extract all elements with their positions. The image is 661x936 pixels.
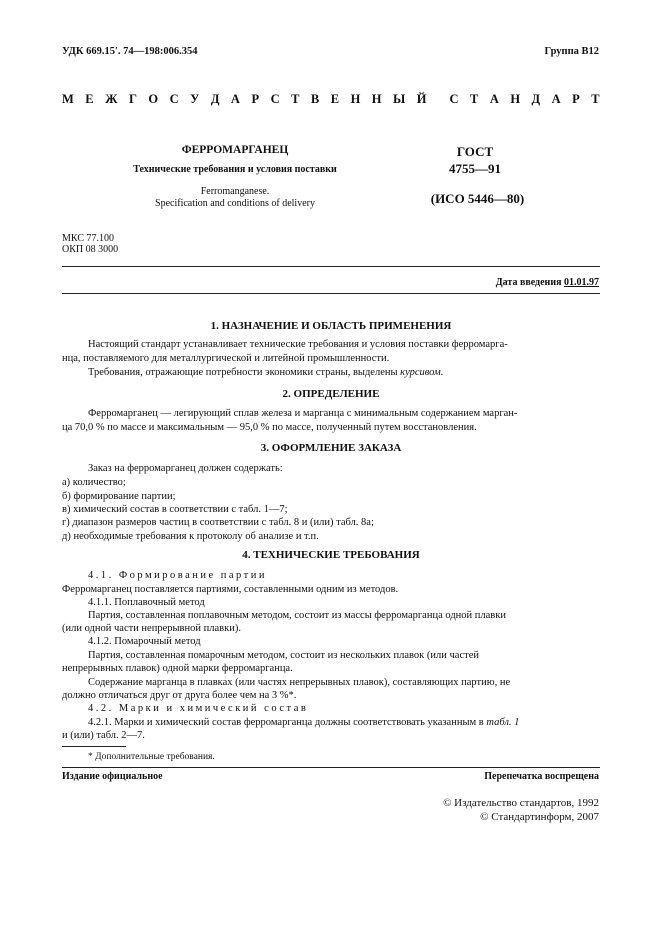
footnote-rule	[62, 746, 126, 747]
reprint-notice: Перепечатка воспрещена	[484, 771, 599, 782]
banner-letter: А	[230, 92, 240, 106]
english-title	[110, 186, 360, 210]
iso-reference: (ИСО 5446—80)	[430, 191, 525, 206]
banner-letter: У	[190, 92, 200, 106]
banner-letter: Н	[371, 92, 382, 106]
paragraph-line: Содержание марганца в плавках (или частях непрерывных плавок), составляющих партию, не	[88, 677, 511, 688]
divider	[62, 266, 600, 267]
banner-letter: Ы	[393, 92, 406, 106]
text-span: Требования, отражающие потребности экономики страны, выделены	[88, 367, 401, 378]
paragraph-line: и (или) табл. 2—7.	[62, 730, 145, 741]
section-title: 4. ТЕХНИЧЕСКИЕ ТРЕБОВАНИЯ	[242, 549, 420, 561]
list-item: в) химический состав в соответствии с табл. 1—7;	[62, 504, 288, 515]
banner-letter: А	[489, 92, 499, 106]
paragraph-line	[88, 366, 443, 380]
okp-code: ОКП 08 3000	[62, 244, 119, 255]
subsection-heading: 4.1.2. Помарочный метод	[88, 636, 201, 647]
banner-letter: Н	[350, 92, 361, 106]
banner-letter: Д	[531, 92, 541, 106]
banner-letter: Г	[128, 92, 137, 106]
paragraph-line: непрерывных плавок) одной марки ферромарганца.	[62, 663, 293, 674]
list-item: д) необходимые требования к протоколу об анализе и т.п.	[62, 531, 319, 542]
paragraph-line: Партия, составленная поплавочным методом, состоит из массы ферромарганца одной плавки	[88, 610, 506, 621]
banner-letter: Т	[469, 92, 479, 106]
copyright-line: © Стандартинформ, 2007	[480, 811, 599, 823]
paragraph-line: ца 70,0 % по массе и максимальным — 95,0 % по массе, полученный путем восстановления.	[62, 422, 477, 433]
paragraph-line: Настоящий стандарт устанавливает технические требования и условия поставки ферромарга-	[88, 339, 508, 350]
text-span: 4.2.1. Марки и химический состав ферромарганца должны соответствовать указанным в	[88, 717, 487, 728]
section-title: 1. НАЗНАЧЕНИЕ И ОБЛАСТЬ ПРИМЕНЕНИЯ	[210, 320, 452, 332]
paragraph-line	[88, 716, 519, 730]
date-value: 01.01.97	[564, 277, 599, 288]
udk-code: УДК 669.15′. 74—198:006.354	[62, 46, 198, 57]
divider	[62, 293, 600, 294]
footnote: * Дополнительные требования.	[88, 752, 215, 762]
banner-letter: С	[449, 92, 459, 106]
banner-letter: Т	[291, 92, 300, 106]
effective-date	[496, 277, 599, 288]
banner-letter: С	[270, 92, 280, 106]
paragraph-line: Партия, составленная помарочным методом, состоит из нескольких плавок (или частей	[88, 650, 479, 661]
section-title: 2. ОПРЕДЕЛЕНИЕ	[282, 388, 380, 400]
subsection-heading: 4.1.1. Поплавочный метод	[88, 597, 205, 608]
standard-banner	[62, 92, 600, 107]
mks-code: МКС 77.100	[62, 233, 114, 244]
classification-codes	[62, 233, 118, 255]
group-code: Группа В12	[544, 46, 599, 57]
paragraph-line: должно отличаться друг от друга более чем на 3 %*.	[62, 690, 297, 701]
divider	[62, 767, 600, 768]
banner-letter: Е	[330, 92, 340, 106]
copyright-line: © Издательство стандартов, 1992	[443, 797, 599, 809]
edition-label: Издание официальное	[62, 771, 163, 782]
gost-label: ГОСТ	[456, 144, 494, 159]
gost-number	[430, 143, 520, 177]
banner-letter: М	[62, 92, 74, 106]
banner-letter: Е	[85, 92, 94, 106]
text-span-italic: курсивом.	[400, 367, 444, 378]
english-title-line: Ferromanganese.	[200, 186, 270, 197]
text-span-italic: табл. 1	[486, 717, 520, 728]
paragraph-line: Ферромарганец поставляется партиями, составленными одним из методов.	[62, 584, 399, 595]
section-title: 3. ОФОРМЛЕНИЕ ЗАКАЗА	[260, 442, 402, 454]
banner-letter: Д	[210, 92, 220, 106]
banner-letter: О	[148, 92, 159, 106]
list-item: а) количество;	[62, 477, 126, 488]
banner-letter: Р	[251, 92, 260, 106]
banner-letter: Н	[510, 92, 521, 106]
list-item: б) формирование партии;	[62, 491, 176, 502]
banner-letter: Р	[572, 92, 580, 106]
paragraph-line: (или одной части непрерывной плавки).	[62, 623, 241, 634]
date-label: Дата введения	[495, 277, 564, 288]
paragraph-line: Ферромарганец — легирующий сплав железа и марганца с минимальным содержанием марган-	[88, 408, 518, 419]
list-item: г) диапазон размеров частиц в соответствии с табл. 8 и (или) табл. 8а;	[62, 517, 374, 528]
banner-letter: Т	[591, 92, 600, 106]
banner-letter: Й	[416, 92, 427, 106]
banner-letter: А	[551, 92, 561, 106]
banner-letter: В	[310, 92, 320, 106]
document-title: ФЕРРОМАРГАНЕЦ	[181, 144, 289, 156]
gost-code: 4755—91	[449, 161, 501, 176]
banner-letter: Ж	[105, 92, 118, 106]
document-subtitle: Технические требования и условия поставки	[133, 164, 337, 175]
english-title-line: Specification and conditions of delivery	[155, 198, 315, 209]
subsection-heading: 4.2. Марки и химический состав	[88, 703, 309, 714]
subsection-heading: 4.1. Формирование партии	[88, 570, 267, 581]
paragraph-line: Заказ на ферромарганец должен содержать:	[88, 463, 283, 474]
paragraph-line: нца, поставляемого для металлургической и литейной промышленности.	[62, 353, 390, 364]
banner-letter: С	[169, 92, 179, 106]
